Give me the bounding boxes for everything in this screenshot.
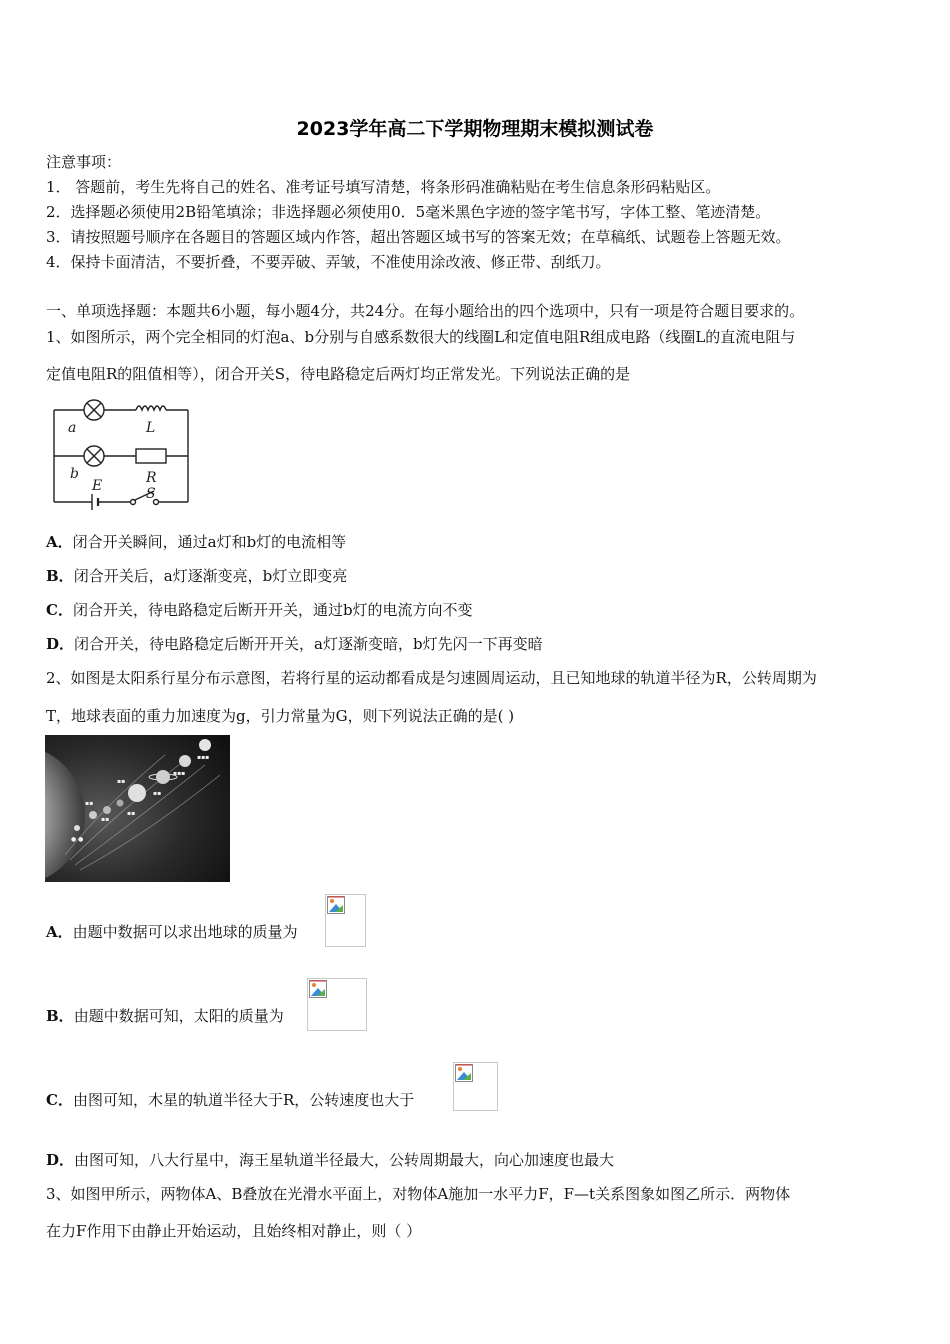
notice-item: 4．保持卡面清洁，不要折叠，不要弄破、弄皱，不准使用涂改液、修正带、刮纸刀。 [46,253,611,271]
svg-text:▪▪: ▪▪ [153,790,162,797]
broken-image-icon [327,896,345,914]
notice-heading: 注意事项： [46,153,122,171]
q1-option-d [46,634,543,654]
circuit-diagram [48,394,196,512]
label-L: L [146,420,156,436]
option-letter: C． [46,601,73,619]
svg-text:▪▪: ▪▪ [117,778,126,785]
question-2-line-1: 2、如图是太阳系行星分布示意图，若将行星的运动都看成是匀速圆周运动，且已知地球的轨道半径为R，公转周期为 [46,669,817,687]
option-text: 闭合开关后，a灯逐渐变亮，b灯立即变亮 [73,567,348,585]
section-heading: 一、单项选择题：本题共6小题，每小题4分，共24分。在每小题给出的四个选项中，只有一项是符合题目要求的。 [46,302,805,320]
label-S: S [146,486,156,502]
notice-item: 3．请按照题号顺序在各题目的答题区域内作答，超出答题区域书写的答案无效；在草稿纸、试题卷上答题无效。 [46,228,791,246]
q2-option-a [46,922,298,942]
label-b: b [70,466,79,482]
q2-option-d [46,1150,614,1170]
svg-text:▪▪: ▪▪ [85,800,94,807]
broken-image-icon [309,980,327,998]
question-1-line-1: 1、如图所示，两个完全相同的灯泡a、b分别与自感系数很大的线圈L和定值电阻R组成电路（线圈L的直流电阻与 [46,328,796,346]
notice-item: 2．选择题必须使用2B铅笔填涂；非选择题必须使用0．5毫米黑色字迹的签字笔书写，字体工整、笔迹清楚。 [46,203,771,221]
option-text: 闭合开关，待电路稳定后断开开关，通过b灯的电流方向不变 [72,601,473,619]
svg-text:▪▪▪: ▪▪▪ [197,754,210,761]
formula-image-placeholder [325,894,366,947]
question-3-line-2: 在力F作用下由静止开始运动，且始终相对静止，则（ ） [46,1222,422,1240]
q1-option-b [46,566,347,586]
q1-option-c [46,600,473,620]
formula-image-placeholder [453,1062,498,1111]
solar-system-image [45,735,230,882]
label-a: a [68,420,77,436]
question-3-line-1: 3、如图甲所示，两物体A、B叠放在光滑水平面上，对物体A施加一水平力F，F—t关系图象如图乙所示．两物体 [46,1185,791,1203]
option-text: 由题中数据可以求出地球的质量为 [72,923,298,941]
option-letter: C． [46,1091,73,1109]
svg-text:▪▪: ▪▪ [101,816,110,823]
label-R: R [146,470,157,486]
svg-text:▪▪: ▪▪ [127,810,136,817]
option-text: 由图可知，八大行星中，海王星轨道半径最大，公转周期最大，向心加速度也最大 [74,1151,615,1169]
option-letter: A． [46,923,73,941]
option-text: 由题中数据可知，太阳的质量为 [73,1007,284,1025]
option-letter: B． [46,1007,74,1025]
formula-image-placeholder [307,978,367,1031]
label-E: E [92,478,103,494]
question-1-line-2: 定值电阻R的阻值相等），闭合开关S，待电路稳定后两灯均正常发光。下列说法正确的是 [46,365,631,383]
option-text: 闭合开关，待电路稳定后断开开关，a灯逐渐变暗，b灯先闪一下再变暗 [74,635,543,653]
option-text: 由图可知，木星的轨道半径大于R，公转速度也大于 [72,1091,415,1109]
notice-item: 1． 答题前，考生先将自己的姓名、准考证号填写清楚，将条形码准确粘贴在考生信息条形码粘贴区。 [46,178,721,196]
broken-image-icon [455,1064,473,1082]
svg-text:● ●: ● ● [71,836,84,843]
option-letter: D． [46,1151,75,1169]
option-letter: A． [46,533,73,551]
q1-option-a [46,532,346,552]
option-letter: D． [46,635,75,653]
q2-option-c [46,1090,414,1110]
question-2-line-2: T，地球表面的重力加速度为g，引力常量为G，则下列说法正确的是( ) [46,707,515,725]
svg-text:▪▪▪: ▪▪▪ [173,770,186,777]
q2-option-b [46,1006,284,1026]
option-text: 闭合开关瞬间，通过a灯和b灯的电流相等 [72,533,347,551]
option-letter: B． [46,567,74,585]
page-title: 2023学年高二下学期物理期末模拟测试卷 [296,118,654,140]
